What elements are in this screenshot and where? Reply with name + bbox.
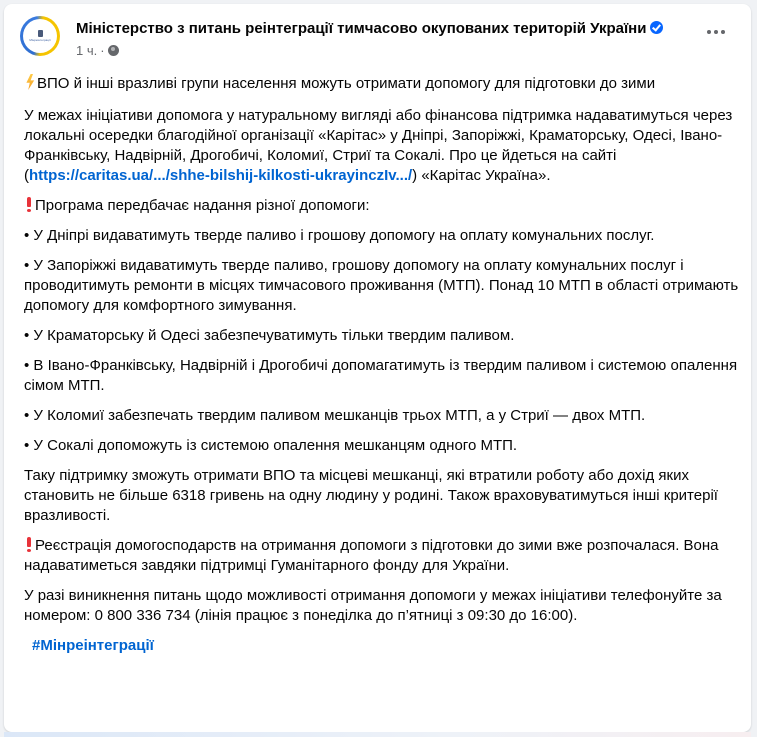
- hashtag-link[interactable]: #Мінреінтеграції: [32, 637, 154, 654]
- program-heading: [24, 196, 744, 216]
- post-timestamp[interactable]: 1 ч.: [76, 43, 98, 58]
- post-body: [24, 74, 744, 666]
- intro-paragraph: [24, 106, 744, 186]
- hashtag-line: [24, 636, 744, 656]
- post-headline: [24, 74, 744, 94]
- next-section-edge: [4, 732, 751, 737]
- exclamation-icon: [27, 197, 31, 212]
- post-meta: [76, 43, 119, 58]
- more-options-button[interactable]: [707, 30, 725, 34]
- bullet-item: • У Запоріжжі видаватимуть тверде паливо, грошову допомогу на оплату комунальних послуг і проводитимуть ремонти в місцях тимчасового проживання (МТП). Понад 10 МТП в області отримають допомогу для комфортного зимування.: [24, 257, 739, 314]
- post-card: [4, 4, 751, 732]
- contact-paragraph: У разі виникнення питань щодо можливості отримання допомоги у межах ініціативи телефонуйте за номером: 0 800 336 734 (лінія працює з понеділка до п’ятниці з 09:30 до 16:00).: [24, 587, 722, 624]
- exclamation-icon: [27, 537, 31, 552]
- bullet-item: • В Івано-Франківську, Надвірній і Дрогобичі допомагатимуть із твердим паливом і системою опалення сімом МТП.: [24, 357, 738, 394]
- lightning-icon: [24, 74, 36, 90]
- page-name[interactable]: Міністерство з питань реінтеграції тимчасово окупованих територій України: [76, 20, 647, 37]
- avatar-logo: [23, 19, 57, 53]
- dot-icon: [714, 30, 718, 34]
- headline-text: ВПО й інші вразливі групи населення можуть отримати допомогу для підготовки до зими: [37, 75, 656, 92]
- trident-icon: [38, 30, 43, 37]
- bullet-item: • У Коломиї забезпечать твердим паливом мешканців трьох МТП, а у Стриї — двох МТП.: [24, 407, 646, 424]
- eligibility-paragraph: Таку підтримку зможуть отримати ВПО та місцеві мешканці, які втратили роботу або дохід яких становить не більше 6318 гривень на одну людину у родині. Також враховуватимуться інші критерії вразливості.: [24, 467, 718, 524]
- dot-icon: [721, 30, 725, 34]
- registration-paragraph: [24, 536, 744, 576]
- avatar[interactable]: [20, 16, 60, 56]
- page-name-row: [76, 20, 663, 37]
- intro-text-end: ) «Карітас Україна».: [412, 167, 551, 184]
- avatar-label: Мінреінтеграції: [29, 38, 51, 42]
- registration-text: Реєстрація домогосподарств на отримання допомоги з підготовки до зими вже розпочалася. Вона надаватиметься завдяки підтримці Гуманітарного фонду для України.: [24, 537, 719, 574]
- bullet-item: • У Дніпрі видаватимуть тверде паливо і грошову допомогу на оплату комунальних послуг.: [24, 227, 655, 244]
- post-header: [20, 16, 739, 64]
- bullet-item: • У Сокалі допоможуть із системою опалення мешканцям одного МТП.: [24, 437, 518, 454]
- meta-separator: ·: [100, 43, 105, 58]
- program-heading-text: Програма передбачає надання різної допомоги:: [35, 197, 370, 214]
- bullet-item: • У Краматорську й Одесі забезпечуватимуть тільки твердим паливом.: [24, 327, 515, 344]
- dot-icon: [707, 30, 711, 34]
- intro-text: У межах ініціативи допомога у натуральному вигляді або фінансова підтримка надаватимуться через локальні осередки благодійної організації «Карітас» у Дніпрі, Запоріжжі, Краматорську, Одесі, Івано-Франківську, Надвірній, Дрогобичі, Коломиї, Стриї та Сокалі. Про це йдеться на сайті (: [24, 107, 733, 184]
- verified-badge-icon: [650, 21, 663, 34]
- globe-icon: [108, 45, 119, 56]
- caritas-link[interactable]: https://caritas.ua/.../shhe-bilshij-kilkosti-ukrayinczIv.../: [29, 167, 413, 184]
